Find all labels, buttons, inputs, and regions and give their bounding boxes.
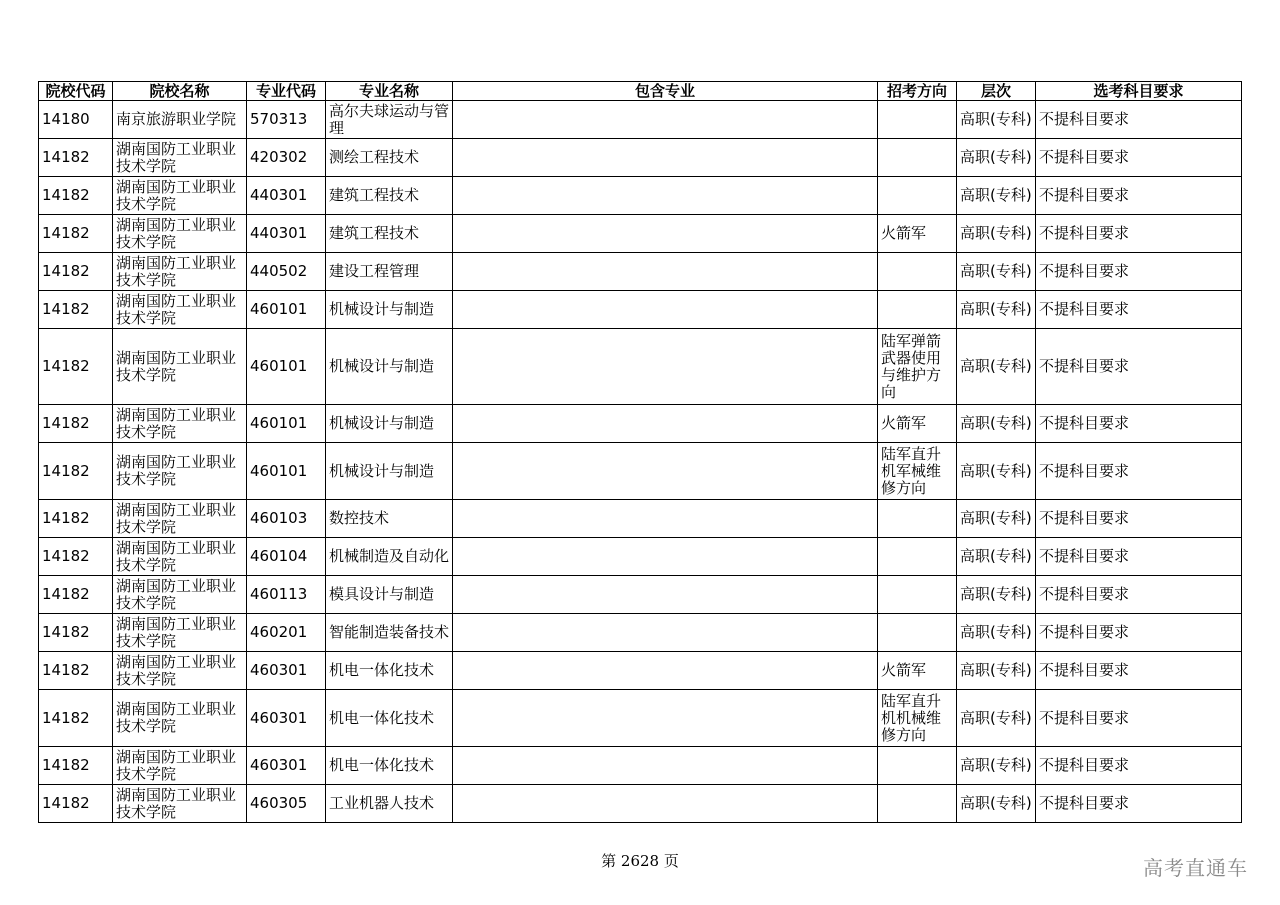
school-code-cell: 14182 <box>39 500 113 538</box>
major-code-cell: 460301 <box>247 690 326 747</box>
school-code-cell: 14182 <box>39 253 113 291</box>
level-cell: 高职(专科) <box>957 177 1036 215</box>
header-school-code: 院校代码 <box>39 82 113 101</box>
school-code-cell: 14182 <box>39 614 113 652</box>
table-row <box>39 101 1242 139</box>
school-name-cell: 湖南国防工业职业技术学院 <box>113 139 247 177</box>
major-name-cell: 机电一体化技术 <box>326 690 453 747</box>
major-name-cell: 机械设计与制造 <box>326 291 453 329</box>
direction-cell <box>878 177 957 215</box>
table-row <box>39 614 1242 652</box>
direction-cell <box>878 576 957 614</box>
major-code-cell: 460101 <box>247 443 326 500</box>
direction-cell <box>878 500 957 538</box>
header-major-code: 专业代码 <box>247 82 326 101</box>
school-name-cell: 湖南国防工业职业技术学院 <box>113 500 247 538</box>
includes-cell <box>453 329 878 405</box>
direction-cell <box>878 614 957 652</box>
school-name-cell: 湖南国防工业职业技术学院 <box>113 405 247 443</box>
includes-cell <box>453 500 878 538</box>
school-name-cell: 湖南国防工业职业技术学院 <box>113 614 247 652</box>
major-name-cell: 高尔夫球运动与管理 <box>326 101 453 139</box>
school-code-cell: 14182 <box>39 215 113 253</box>
header-row <box>39 82 1242 101</box>
direction-cell <box>878 291 957 329</box>
requirement-cell: 不提科目要求 <box>1036 443 1242 500</box>
requirement-cell: 不提科目要求 <box>1036 405 1242 443</box>
school-code-cell: 14182 <box>39 576 113 614</box>
requirement-cell: 不提科目要求 <box>1036 253 1242 291</box>
level-cell: 高职(专科) <box>957 215 1036 253</box>
direction-cell: 火箭军 <box>878 652 957 690</box>
school-code-cell: 14182 <box>39 329 113 405</box>
major-code-cell: 440502 <box>247 253 326 291</box>
includes-cell <box>453 652 878 690</box>
school-name-cell: 湖南国防工业职业技术学院 <box>113 177 247 215</box>
table-row <box>39 652 1242 690</box>
school-code-cell: 14182 <box>39 291 113 329</box>
level-cell: 高职(专科) <box>957 576 1036 614</box>
admission-table <box>38 81 1242 823</box>
major-code-cell: 440301 <box>247 215 326 253</box>
school-code-cell: 14182 <box>39 785 113 823</box>
major-name-cell: 建设工程管理 <box>326 253 453 291</box>
level-cell: 高职(专科) <box>957 690 1036 747</box>
table-row <box>39 177 1242 215</box>
major-name-cell: 智能制造装备技术 <box>326 614 453 652</box>
school-code-cell: 14180 <box>39 101 113 139</box>
school-code-cell: 14182 <box>39 443 113 500</box>
requirement-cell: 不提科目要求 <box>1036 576 1242 614</box>
major-name-cell: 模具设计与制造 <box>326 576 453 614</box>
major-code-cell: 460101 <box>247 329 326 405</box>
header-includes: 包含专业 <box>453 82 878 101</box>
major-code-cell: 570313 <box>247 101 326 139</box>
includes-cell <box>453 614 878 652</box>
table-row <box>39 329 1242 405</box>
major-name-cell: 机械设计与制造 <box>326 329 453 405</box>
header-requirement: 选考科目要求 <box>1036 82 1242 101</box>
direction-cell <box>878 747 957 785</box>
table-row <box>39 690 1242 747</box>
table-row <box>39 215 1242 253</box>
level-cell: 高职(专科) <box>957 614 1036 652</box>
table-row <box>39 576 1242 614</box>
includes-cell <box>453 101 878 139</box>
level-cell: 高职(专科) <box>957 291 1036 329</box>
major-code-cell: 460104 <box>247 538 326 576</box>
table-row <box>39 405 1242 443</box>
school-name-cell: 湖南国防工业职业技术学院 <box>113 690 247 747</box>
direction-cell: 陆军直升机军械维修方向 <box>878 443 957 500</box>
includes-cell <box>453 785 878 823</box>
requirement-cell: 不提科目要求 <box>1036 500 1242 538</box>
major-name-cell: 机械设计与制造 <box>326 443 453 500</box>
school-code-cell: 14182 <box>39 538 113 576</box>
includes-cell <box>453 443 878 500</box>
major-code-cell: 460113 <box>247 576 326 614</box>
table-row <box>39 443 1242 500</box>
school-name-cell: 湖南国防工业职业技术学院 <box>113 291 247 329</box>
requirement-cell: 不提科目要求 <box>1036 690 1242 747</box>
major-name-cell: 建筑工程技术 <box>326 215 453 253</box>
requirement-cell: 不提科目要求 <box>1036 215 1242 253</box>
includes-cell <box>453 291 878 329</box>
major-code-cell: 420302 <box>247 139 326 177</box>
school-name-cell: 湖南国防工业职业技术学院 <box>113 215 247 253</box>
includes-cell <box>453 139 878 177</box>
includes-cell <box>453 177 878 215</box>
requirement-cell: 不提科目要求 <box>1036 329 1242 405</box>
direction-cell: 陆军直升机机械维修方向 <box>878 690 957 747</box>
direction-cell: 陆军弹箭武器使用与维护方向 <box>878 329 957 405</box>
direction-cell <box>878 101 957 139</box>
includes-cell <box>453 576 878 614</box>
school-name-cell: 湖南国防工业职业技术学院 <box>113 443 247 500</box>
major-code-cell: 460301 <box>247 652 326 690</box>
requirement-cell: 不提科目要求 <box>1036 614 1242 652</box>
requirement-cell: 不提科目要求 <box>1036 747 1242 785</box>
major-name-cell: 机械制造及自动化 <box>326 538 453 576</box>
requirement-cell: 不提科目要求 <box>1036 538 1242 576</box>
major-name-cell: 机电一体化技术 <box>326 652 453 690</box>
level-cell: 高职(专科) <box>957 329 1036 405</box>
level-cell: 高职(专科) <box>957 405 1036 443</box>
major-code-cell: 440301 <box>247 177 326 215</box>
school-name-cell: 湖南国防工业职业技术学院 <box>113 747 247 785</box>
school-name-cell: 湖南国防工业职业技术学院 <box>113 576 247 614</box>
header-direction: 招考方向 <box>878 82 957 101</box>
major-code-cell: 460101 <box>247 405 326 443</box>
level-cell: 高职(专科) <box>957 500 1036 538</box>
direction-cell <box>878 253 957 291</box>
major-code-cell: 460101 <box>247 291 326 329</box>
includes-cell <box>453 690 878 747</box>
school-name-cell: 湖南国防工业职业技术学院 <box>113 538 247 576</box>
table-row <box>39 253 1242 291</box>
requirement-cell: 不提科目要求 <box>1036 177 1242 215</box>
major-name-cell: 测绘工程技术 <box>326 139 453 177</box>
table-row <box>39 139 1242 177</box>
table-row <box>39 747 1242 785</box>
requirement-cell: 不提科目要求 <box>1036 652 1242 690</box>
school-code-cell: 14182 <box>39 747 113 785</box>
direction-cell: 火箭军 <box>878 215 957 253</box>
school-code-cell: 14182 <box>39 690 113 747</box>
level-cell: 高职(专科) <box>957 747 1036 785</box>
school-code-cell: 14182 <box>39 139 113 177</box>
major-name-cell: 机械设计与制造 <box>326 405 453 443</box>
direction-cell <box>878 785 957 823</box>
requirement-cell: 不提科目要求 <box>1036 139 1242 177</box>
header-school-name: 院校名称 <box>113 82 247 101</box>
school-code-cell: 14182 <box>39 177 113 215</box>
header-level: 层次 <box>957 82 1036 101</box>
major-code-cell: 460201 <box>247 614 326 652</box>
level-cell: 高职(专科) <box>957 139 1036 177</box>
school-name-cell: 湖南国防工业职业技术学院 <box>113 785 247 823</box>
includes-cell <box>453 405 878 443</box>
includes-cell <box>453 538 878 576</box>
table-row <box>39 538 1242 576</box>
includes-cell <box>453 215 878 253</box>
major-code-cell: 460305 <box>247 785 326 823</box>
requirement-cell: 不提科目要求 <box>1036 101 1242 139</box>
includes-cell <box>453 747 878 785</box>
level-cell: 高职(专科) <box>957 785 1036 823</box>
level-cell: 高职(专科) <box>957 652 1036 690</box>
table-row <box>39 500 1242 538</box>
direction-cell <box>878 538 957 576</box>
table-row <box>39 291 1242 329</box>
requirement-cell: 不提科目要求 <box>1036 291 1242 329</box>
major-code-cell: 460103 <box>247 500 326 538</box>
level-cell: 高职(专科) <box>957 101 1036 139</box>
major-name-cell: 数控技术 <box>326 500 453 538</box>
requirement-cell: 不提科目要求 <box>1036 785 1242 823</box>
level-cell: 高职(专科) <box>957 538 1036 576</box>
table-row <box>39 785 1242 823</box>
direction-cell: 火箭军 <box>878 405 957 443</box>
direction-cell <box>878 139 957 177</box>
school-name-cell: 湖南国防工业职业技术学院 <box>113 652 247 690</box>
school-name-cell: 南京旅游职业学院 <box>113 101 247 139</box>
school-code-cell: 14182 <box>39 405 113 443</box>
major-name-cell: 机电一体化技术 <box>326 747 453 785</box>
major-name-cell: 建筑工程技术 <box>326 177 453 215</box>
school-code-cell: 14182 <box>39 652 113 690</box>
major-name-cell: 工业机器人技术 <box>326 785 453 823</box>
level-cell: 高职(专科) <box>957 253 1036 291</box>
major-code-cell: 460301 <box>247 747 326 785</box>
watermark-text: 高考直通车 <box>1143 856 1248 880</box>
school-name-cell: 湖南国防工业职业技术学院 <box>113 329 247 405</box>
includes-cell <box>453 253 878 291</box>
header-major-name: 专业名称 <box>326 82 453 101</box>
school-name-cell: 湖南国防工业职业技术学院 <box>113 253 247 291</box>
level-cell: 高职(专科) <box>957 443 1036 500</box>
page-number: 第 2628 页 <box>601 852 679 870</box>
